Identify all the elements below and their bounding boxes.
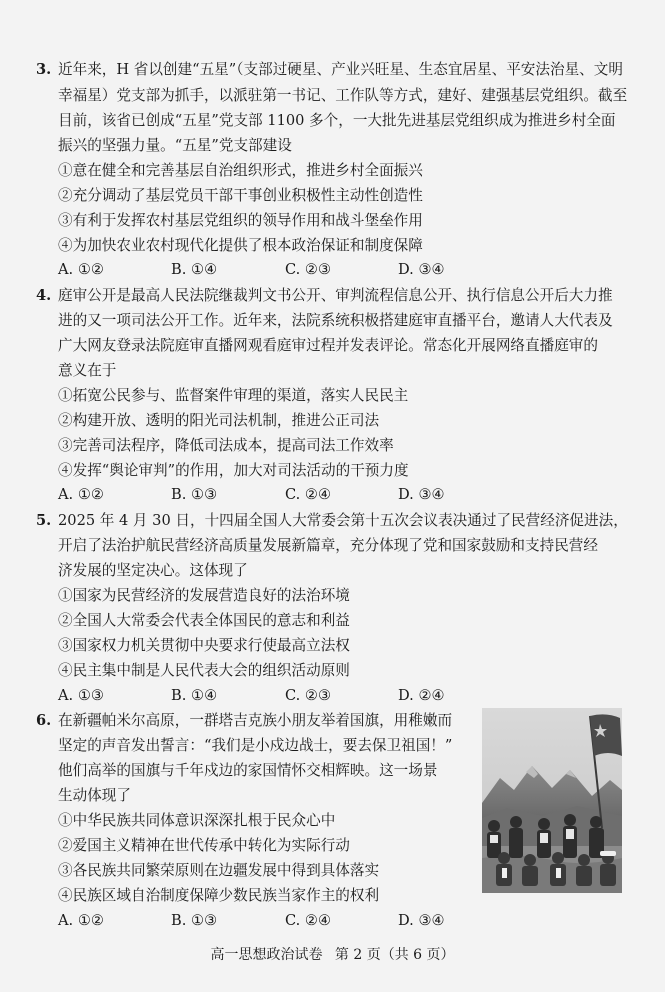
question-stem-line: 幸福星）党支部为抓手，以派驻第一书记、工作队等方式，建好、建强基层党组织。截至 bbox=[58, 87, 628, 104]
question-stem-line: 开启了法治护航民营经济高质量发展新篇章，充分体现了党和国家鼓励和支持民营经 bbox=[58, 537, 598, 554]
paper-title: 高一思想政治试卷 bbox=[210, 947, 323, 963]
option-statement: ②全国人大常委会代表全体国民的意志和利益 bbox=[58, 612, 350, 629]
choice-c[interactable]: C. ②④ bbox=[285, 486, 332, 503]
photo-illustration bbox=[482, 708, 622, 893]
choice-d[interactable]: D. ③④ bbox=[398, 486, 445, 503]
question-stem-line: 在新疆帕米尔高原，一群塔吉克族小朋友举着国旗，用稚嫩而 bbox=[58, 712, 453, 729]
question-number: 6. bbox=[36, 712, 52, 729]
question-stem-line: 2025 年 4 月 30 日，十四届全国人大常委会第十五次会议表决通过了民营经济促进法， bbox=[58, 512, 628, 529]
question-stem-line: 他们高举的国旗与千年戍边的家国情怀交相辉映。这一场景 bbox=[58, 762, 438, 779]
question-stem-line: 广大网友登录法院庭审直播网观看庭审过程并发表评论。常态化开展网络直播庭审的 bbox=[58, 337, 598, 354]
choice-b[interactable]: B. ①④ bbox=[171, 261, 218, 278]
option-statement: ①国家为民营经济的发展营造良好的法治环境 bbox=[58, 587, 350, 604]
option-statement: ②充分调动了基层党员干部干事创业积极性主动性创造性 bbox=[58, 187, 423, 204]
choice-c[interactable]: C. ②③ bbox=[285, 261, 332, 278]
question-number: 5. bbox=[36, 512, 52, 529]
option-statement: ②爱国主义精神在世代传承中转化为实际行动 bbox=[58, 837, 350, 854]
option-statement: ②构建开放、透明的阳光司法机制，推进公正司法 bbox=[58, 412, 380, 429]
question-stem-line: 庭审公开是最高人民法院继裁判文书公开、审判流程信息公开、执行信息公开后大力推 bbox=[58, 287, 613, 304]
choice-b[interactable]: B. ①③ bbox=[171, 912, 218, 929]
choice-a[interactable]: A. ①③ bbox=[58, 687, 104, 704]
choice-c[interactable]: C. ②③ bbox=[285, 687, 332, 704]
children-with-flag-photo bbox=[482, 708, 622, 893]
page-footer bbox=[0, 945, 665, 965]
question-stem-line: 目前，该省已创成“五星”党支部 1100 多个，一大批先进基层党组织成为推进乡村全面 bbox=[58, 112, 616, 129]
option-statement: ③完善司法程序，降低司法成本，提高司法工作效率 bbox=[58, 437, 394, 454]
option-statement: ④为加快农业农村现代化提供了根本政治保证和制度保障 bbox=[58, 237, 423, 254]
choice-b[interactable]: B. ①③ bbox=[171, 486, 218, 503]
choice-a[interactable]: A. ①② bbox=[58, 912, 104, 929]
option-statement: ①拓宽公民参与、监督案件审理的渠道，落实人民民主 bbox=[58, 387, 409, 404]
option-statement: ④民族区域自治制度保障少数民族当家作主的权利 bbox=[58, 887, 380, 904]
choice-d[interactable]: D. ②④ bbox=[398, 687, 445, 704]
page-number: 第 2 页（共 6 页） bbox=[334, 947, 455, 963]
question-stem-line: 济发展的坚定决心。这体现了 bbox=[58, 562, 248, 579]
question-stem-line: 振兴的坚强力量。“五星”党支部建设 bbox=[58, 137, 292, 154]
option-statement: ④发挥“舆论审判”的作用，加大对司法活动的干预力度 bbox=[58, 462, 409, 479]
option-statement: ①意在健全和完善基层自治组织形式，推进乡村全面振兴 bbox=[58, 162, 423, 179]
question-stem-line: 生动体现了 bbox=[58, 787, 131, 804]
question-number: 4. bbox=[36, 287, 52, 304]
question-stem-line: 近年来，H 省以创建“五星”（支部过硬星、产业兴旺星、生态宜居星、平安法治星、文明 bbox=[58, 61, 623, 78]
question-number: 3. bbox=[36, 61, 52, 78]
choice-a[interactable]: A. ①② bbox=[58, 261, 104, 278]
option-statement: ③有利于发挥农村基层党组织的领导作用和战斗堡垒作用 bbox=[58, 212, 423, 229]
question-stem-line: 进的又一项司法公开工作。近年来，法院系统积极搭建庭审直播平台，邀请人大代表及 bbox=[58, 312, 613, 329]
choice-b[interactable]: B. ①④ bbox=[171, 687, 218, 704]
question-stem-line: 坚定的声音发出誓言：“我们是小戍边战士，要去保卫祖国！” bbox=[58, 737, 453, 754]
choice-a[interactable]: A. ①② bbox=[58, 486, 104, 503]
choice-d[interactable]: D. ③④ bbox=[398, 912, 445, 929]
option-statement: ③各民族共同繁荣原则在边疆发展中得到具体落实 bbox=[58, 862, 380, 879]
option-statement: ③国家权力机关贯彻中央要求行使最高立法权 bbox=[58, 637, 350, 654]
option-statement: ④民主集中制是人民代表大会的组织活动原则 bbox=[58, 662, 350, 679]
choice-c[interactable]: C. ②④ bbox=[285, 912, 332, 929]
option-statement: ①中华民族共同体意识深深扎根于民众心中 bbox=[58, 812, 336, 829]
question-stem-line: 意义在于 bbox=[58, 362, 117, 379]
choice-d[interactable]: D. ③④ bbox=[398, 261, 445, 278]
